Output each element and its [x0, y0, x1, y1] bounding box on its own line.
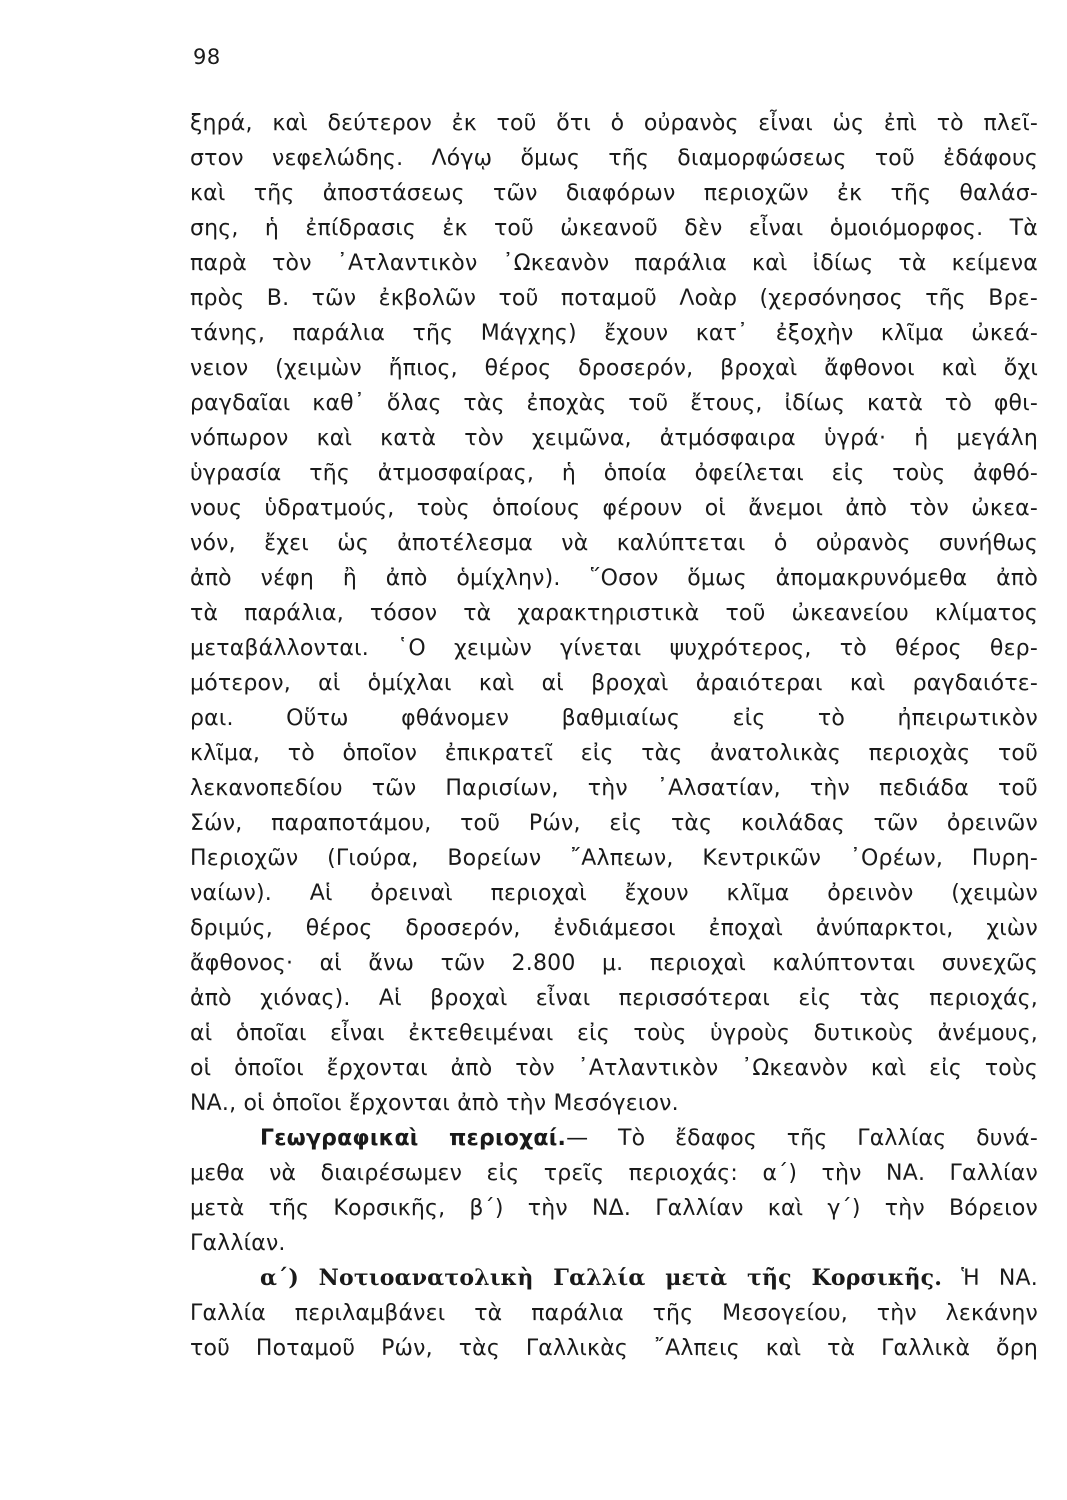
text-line: σης, ἡ ἐπίδρασις ἐκ τοῦ ὠκεανοῦ δὲν εἶναι ὁμοιόμορφος. Τὰ [190, 216, 1038, 241]
text-line: ναίων). Αἱ ὀρειναὶ περιοχαὶ ἔχουν κλῖμα ὀρεινὸν (χειμὼν [190, 881, 1038, 906]
text-line: νόν, ἔχει ὡς ἀποτέλεσμα νὰ καλύπτεται ὁ οὐρανὸς συνήθως [190, 531, 1038, 556]
text-line: πρὸς Β. τῶν ἐκβολῶν τοῦ ποταμοῦ Λοὰρ (χερσόνησος τῆς Βρε- [190, 286, 1038, 311]
paragraph-geographic-regions [190, 1121, 1038, 1261]
text-run: — Τὸ ἔδαφος τῆς Γαλλίας δυνά- [566, 1126, 1038, 1151]
text-line: παρὰ τὸν ᾿Ατλαντικὸν ᾿Ωκεανὸν παράλια καὶ ἰδίως τὰ κείμενα [190, 251, 1038, 276]
paragraph-climate [190, 106, 1038, 1121]
text-line: ἄφθονος· αἱ ἄνω τῶν 2.800 μ. περιοχαὶ καλύπτονται συνεχῶς [190, 951, 1038, 976]
text-line: καὶ τῆς ἀποστάσεως τῶν διαφόρων περιοχῶν ἐκ τῆς θαλάσ- [190, 181, 1038, 206]
text-line: μότερον, αἱ ὁμίχλαι καὶ αἱ βροχαὶ ἀραιότεραι καὶ ραγδαιότε- [190, 671, 1038, 696]
section-heading-southeast-france: α΄) Νοτιοανατολικὴ Γαλλία μετὰ τῆς Κορσικῆς. [260, 1265, 943, 1291]
text-line: Γαλλία περιλαμβάνει τὰ παράλια τῆς Μεσογείου, τὴν λεκάνην [190, 1301, 1038, 1326]
text-line: τάνης, παράλια τῆς Μάγχης) ἔχουν κατ᾿ ἐξοχὴν κλῖμα ὠκεά- [190, 321, 1038, 346]
text-line: νειον (χειμὼν ἤπιος, θέρος δροσερόν, βροχαὶ ἄφθονοι καὶ ὄχι [190, 356, 1038, 381]
text-line: Σών, παραποτάμου, τοῦ Ρών, εἰς τὰς κοιλάδας τῶν ὀρεινῶν [190, 811, 1038, 836]
text-line: μετὰ τῆς Κορσικῆς, β΄) τὴν ΝΔ. Γαλλίαν καὶ γ΄) τὴν Βόρειον [190, 1196, 1038, 1221]
text-line [190, 1121, 1038, 1156]
page-text [190, 106, 1038, 1366]
page-number: 98 [193, 45, 221, 69]
text-line: νους ὑδρατμούς, τοὺς ὁποίους φέρουν οἱ ἄνεμοι ἀπὸ τὸν ὠκεα- [190, 496, 1038, 521]
text-line: ὑγρασία τῆς ἀτμοσφαίρας, ἡ ὁποία ὀφείλεται εἰς τοὺς ἀφθό- [190, 461, 1038, 486]
text-line: ραι. Οὕτω φθάνομεν βαθμιαίως εἰς τὸ ἠπειρωτικὸν [190, 706, 1038, 731]
text-run: Ἡ ΝΑ. [942, 1266, 1038, 1291]
text-line: κλῖμα, τὸ ὁποῖον ἐπικρατεῖ εἰς τὰς ἀνατολικὰς περιοχὰς τοῦ [190, 741, 1038, 766]
text-line: ΝΑ., οἱ ὁποῖοι ἔρχονται ἀπὸ τὴν Μεσόγειον. [190, 1091, 679, 1116]
paragraph-southeast-france [190, 1261, 1038, 1366]
text-line: δριμύς, θέρος δροσερόν, ἐνδιάμεσοι ἐποχαὶ ἀνύπαρκτοι, χιὼν [190, 916, 1038, 941]
text-line: μεταβάλλονται. ῾Ο χειμὼν γίνεται ψυχρότερος, τὸ θέρος θερ- [190, 636, 1038, 661]
text-line: τὰ παράλια, τόσον τὰ χαρακτηριστικὰ τοῦ ὠκεανείου κλίματος [190, 601, 1038, 626]
text-line: ἀπὸ χιόνας). Αἱ βροχαὶ εἶναι περισσότεραι εἰς τὰς περιοχάς, [190, 986, 1038, 1011]
text-line: ραγδαῖαι καθ᾿ ὅλας τὰς ἐποχὰς τοῦ ἔτους, ἰδίως κατὰ τὸ φθι- [190, 391, 1038, 416]
text-line: μεθα νὰ διαιρέσωμεν εἰς τρεῖς περιοχάς: α΄) τὴν ΝΑ. Γαλλίαν [190, 1161, 1038, 1186]
text-line: νόπωρον καὶ κατὰ τὸν χειμῶνα, ἀτμόσφαιρα ὑγρά· ἡ μεγάλη [190, 426, 1038, 451]
text-line [190, 1261, 1038, 1296]
section-heading-geographic-regions: Γεωγραφικαὶ περιοχαί. [260, 1126, 567, 1151]
text-line: αἱ ὁποῖαι εἶναι ἐκτεθειμέναι εἰς τοὺς ὑγροὺς δυτικοὺς ἀνέμους, [190, 1021, 1038, 1046]
text-line: Περιοχῶν (Γιούρα, Βορείων ῎Αλπεων, Κεντρικῶν ᾿Ορέων, Πυρη- [190, 846, 1038, 871]
text-line: οἱ ὁποῖοι ἔρχονται ἀπὸ τὸν ᾿Ατλαντικὸν ᾿Ωκεανὸν καὶ εἰς τοὺς [190, 1056, 1038, 1081]
text-line: ἀπὸ νέφη ἢ ἀπὸ ὁμίχλην). ῞Οσον ὅμως ἀπομακρυνόμεθα ἀπὸ [190, 566, 1038, 591]
text-line: τοῦ Ποταμοῦ Ρών, τὰς Γαλλικὰς ῎Αλπεις καὶ τὰ Γαλλικὰ ὄρη [190, 1336, 1038, 1361]
text-line: ξηρά, καὶ δεύτερον ἐκ τοῦ ὅτι ὁ οὐρανὸς εἶναι ὡς ἐπὶ τὸ πλεῖ- [190, 111, 1038, 136]
text-line: Γαλλίαν. [190, 1231, 286, 1256]
text-line: λεκανοπεδίου τῶν Παρισίων, τὴν ᾿Αλσατίαν, τὴν πεδιάδα τοῦ [190, 776, 1038, 801]
text-line: στον νεφελώδης. Λόγῳ ὅμως τῆς διαμορφώσεως τοῦ ἐδάφους [190, 146, 1038, 171]
